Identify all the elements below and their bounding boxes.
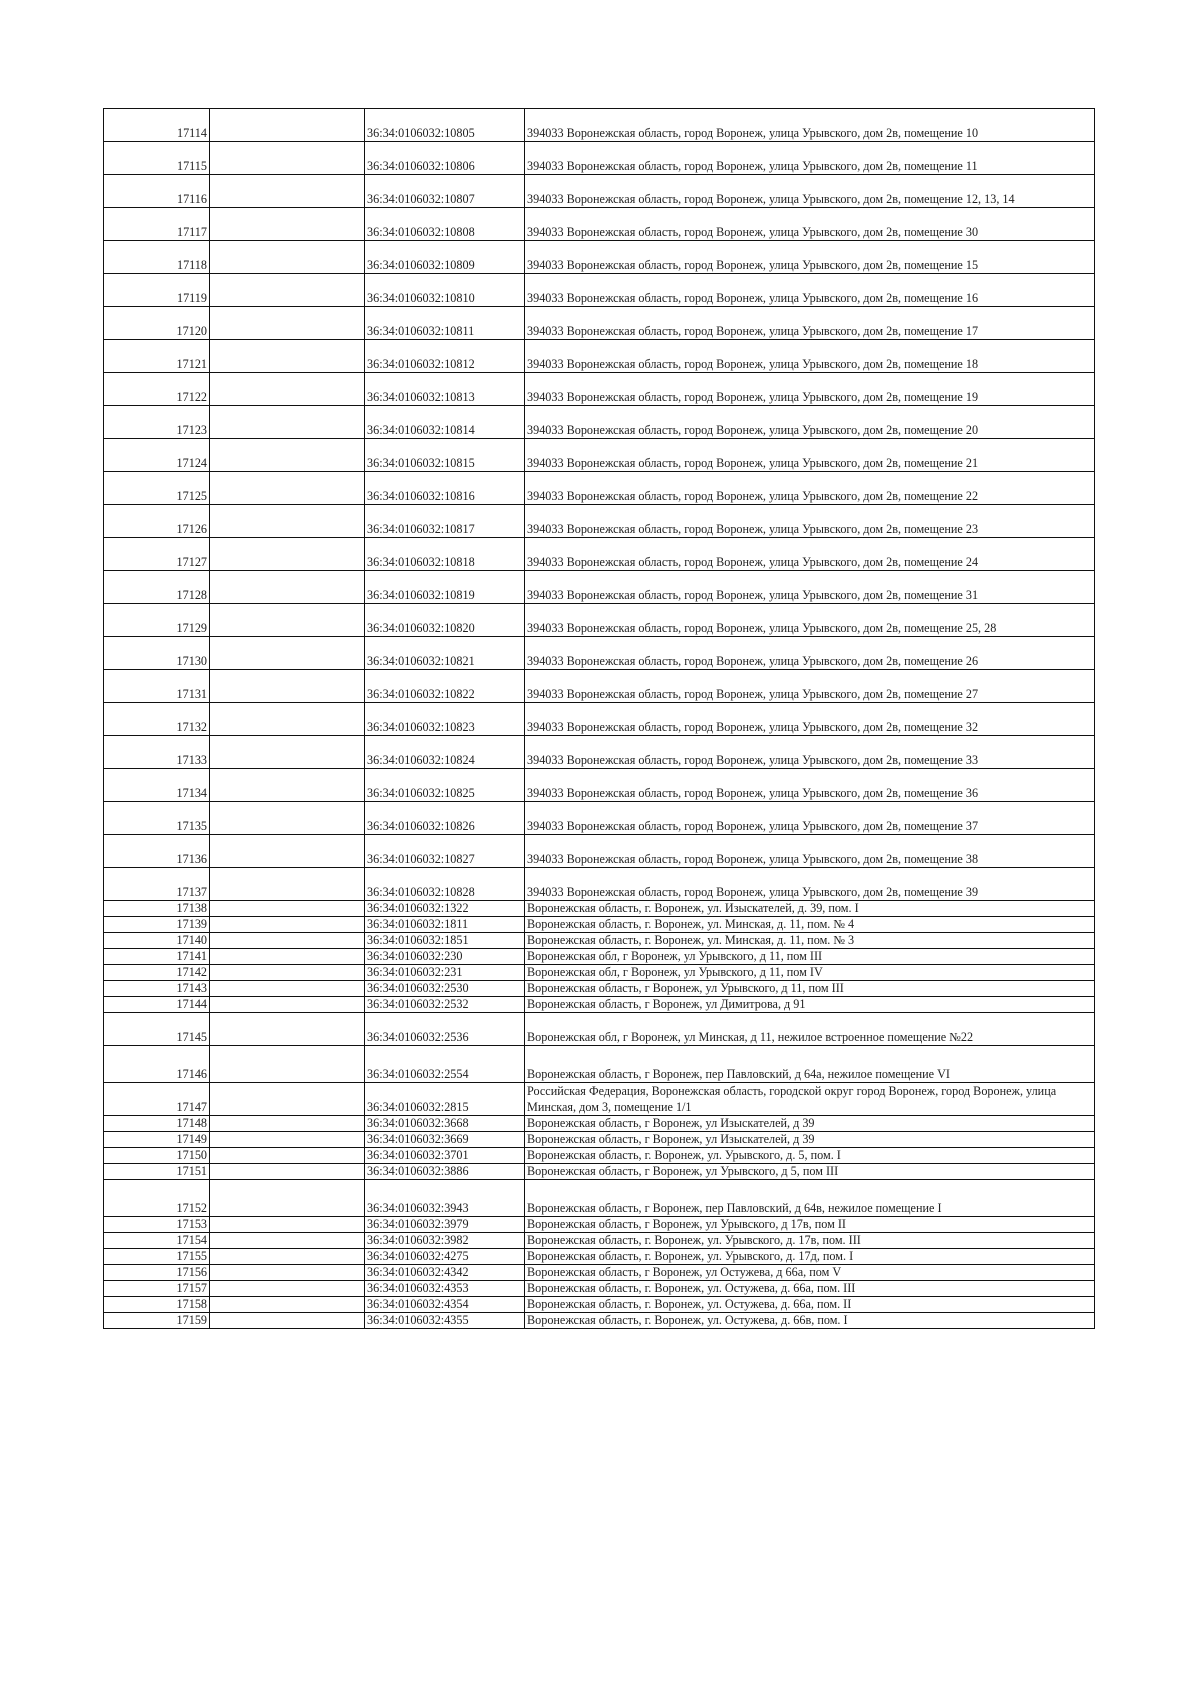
table-row [104,208,1095,241]
empty-cell [210,1083,365,1116]
cadastral-number-cell: 36:34:0106032:10812 [365,340,525,373]
table-row [104,1217,1095,1233]
table-row [104,917,1095,933]
cadastral-number-cell: 36:34:0106032:1811 [365,917,525,933]
empty-cell [210,981,365,997]
empty-cell [210,1233,365,1249]
address-cell: 394033 Воронежская область, город Воронеж, улица Урывского, дом 2в, помещение 38 [525,835,1095,868]
empty-cell [210,637,365,670]
address-cell: Воронежская обл, г Воронеж, ул Урывского, д 11, пом III [525,949,1095,965]
table-row [104,241,1095,274]
table-row [104,703,1095,736]
empty-cell [210,1297,365,1313]
cadastral-registry-table [103,108,1095,1329]
row-number-cell: 17142 [104,965,210,981]
address-cell: 394033 Воронежская область, город Воронеж, улица Урывского, дом 2в, помещение 37 [525,802,1095,835]
row-number-cell: 17125 [104,472,210,505]
address-cell: 394033 Воронежская область, город Воронеж, улица Урывского, дом 2в, помещение 24 [525,538,1095,571]
empty-cell [210,1132,365,1148]
table-row [104,933,1095,949]
row-number-cell: 17151 [104,1164,210,1180]
row-number-cell: 17123 [104,406,210,439]
row-number-cell: 17120 [104,307,210,340]
address-cell: 394033 Воронежская область, город Воронеж, улица Урывского, дом 2в, помещение 36 [525,769,1095,802]
table-row [104,109,1095,142]
empty-cell [210,965,365,981]
table-row [104,1116,1095,1132]
empty-cell [210,1217,365,1233]
row-number-cell: 17119 [104,274,210,307]
row-number-cell: 17129 [104,604,210,637]
row-number-cell: 17145 [104,1013,210,1046]
empty-cell [210,1265,365,1281]
cadastral-number-cell: 36:34:0106032:4342 [365,1265,525,1281]
cadastral-number-cell: 36:34:0106032:10811 [365,307,525,340]
table-row [104,307,1095,340]
table-row [104,981,1095,997]
address-cell: Воронежская область, г. Воронеж, ул. Остужева, д. 66в, пом. I [525,1313,1095,1329]
cadastral-number-cell: 36:34:0106032:10827 [365,835,525,868]
table-row [104,1013,1095,1046]
address-cell: Российская Федерация, Воронежская область, городской округ город Воронеж, город Воронеж, улица Минская, дом 3, помещение 1/1 [525,1083,1095,1116]
address-cell: Воронежская область, г Воронеж, ул Димитрова, д 91 [525,997,1095,1013]
empty-cell [210,373,365,406]
address-cell: Воронежская обл, г Воронеж, ул Минская, д 11, нежилое встроенное помещение №22 [525,1013,1095,1046]
cadastral-number-cell: 36:34:0106032:10813 [365,373,525,406]
empty-cell [210,142,365,175]
row-number-cell: 17144 [104,997,210,1013]
table-row [104,472,1095,505]
table-row [104,1313,1095,1329]
cadastral-number-cell: 36:34:0106032:3886 [365,1164,525,1180]
cadastral-number-cell: 36:34:0106032:10807 [365,175,525,208]
table-row [104,637,1095,670]
empty-cell [210,1116,365,1132]
address-cell: Воронежская область, г Воронеж, ул Урывского, д 17в, пом II [525,1217,1095,1233]
cadastral-number-cell: 36:34:0106032:4353 [365,1281,525,1297]
address-cell: 394033 Воронежская область, город Воронеж, улица Урывского, дом 2в, помещение 16 [525,274,1095,307]
cadastral-number-cell: 36:34:0106032:4355 [365,1313,525,1329]
table-row [104,406,1095,439]
table-row [104,1132,1095,1148]
row-number-cell: 17122 [104,373,210,406]
address-cell: Воронежская область, г Воронеж, ул Изыскателей, д 39 [525,1132,1095,1148]
cadastral-number-cell: 36:34:0106032:3979 [365,1217,525,1233]
table-row [104,175,1095,208]
cadastral-number-cell: 36:34:0106032:2532 [365,997,525,1013]
cadastral-number-cell: 36:34:0106032:2536 [365,1013,525,1046]
empty-cell [210,901,365,917]
row-number-cell: 17159 [104,1313,210,1329]
cadastral-number-cell: 36:34:0106032:3669 [365,1132,525,1148]
address-cell: 394033 Воронежская область, город Воронеж, улица Урывского, дом 2в, помещение 39 [525,868,1095,901]
row-number-cell: 17121 [104,340,210,373]
empty-cell [210,241,365,274]
empty-cell [210,933,365,949]
table-row [104,802,1095,835]
row-number-cell: 17143 [104,981,210,997]
empty-cell [210,439,365,472]
table-row [104,997,1095,1013]
empty-cell [210,1013,365,1046]
cadastral-number-cell: 36:34:0106032:10810 [365,274,525,307]
table-row [104,965,1095,981]
table-row [104,142,1095,175]
row-number-cell: 17158 [104,1297,210,1313]
row-number-cell: 17115 [104,142,210,175]
address-cell: Воронежская область, г Воронеж, ул Урывского, д 11, пом III [525,981,1095,997]
table-row [104,1297,1095,1313]
address-cell: Воронежская область, г. Воронеж, ул. Минская, д. 11, пом. № 3 [525,933,1095,949]
row-number-cell: 17127 [104,538,210,571]
cadastral-number-cell: 36:34:0106032:3943 [365,1180,525,1217]
empty-cell [210,769,365,802]
empty-cell [210,472,365,505]
row-number-cell: 17131 [104,670,210,703]
empty-cell [210,538,365,571]
address-cell: 394033 Воронежская область, город Воронеж, улица Урывского, дом 2в, помещение 18 [525,340,1095,373]
table-row [104,571,1095,604]
cadastral-number-cell: 36:34:0106032:10826 [365,802,525,835]
address-cell: 394033 Воронежская область, город Воронеж, улица Урывского, дом 2в, помещение 30 [525,208,1095,241]
address-cell: Воронежская область, г. Воронеж, ул. Урывского, д. 17д, пом. I [525,1249,1095,1265]
cadastral-number-cell: 36:34:0106032:10806 [365,142,525,175]
table-row [104,373,1095,406]
table-row [104,949,1095,965]
empty-cell [210,835,365,868]
empty-cell [210,949,365,965]
empty-cell [210,868,365,901]
cadastral-number-cell: 36:34:0106032:10822 [365,670,525,703]
table-row [104,505,1095,538]
address-cell: Воронежская область, г. Воронеж, ул. Урывского, д. 5, пом. I [525,1148,1095,1164]
address-cell: 394033 Воронежская область, город Воронеж, улица Урывского, дом 2в, помещение 20 [525,406,1095,439]
address-cell: Воронежская область, г Воронеж, ул Урывского, д 5, пом III [525,1164,1095,1180]
address-cell: Воронежская область, г. Воронеж, ул. Остужева, д. 66а, пом. II [525,1297,1095,1313]
empty-cell [210,307,365,340]
address-cell: 394033 Воронежская область, город Воронеж, улица Урывского, дом 2в, помещение 31 [525,571,1095,604]
empty-cell [210,109,365,142]
empty-cell [210,1046,365,1083]
table-row [104,538,1095,571]
cadastral-number-cell: 36:34:0106032:10818 [365,538,525,571]
row-number-cell: 17134 [104,769,210,802]
table-row [104,274,1095,307]
empty-cell [210,670,365,703]
cadastral-number-cell: 36:34:0106032:3982 [365,1233,525,1249]
empty-cell [210,406,365,439]
address-cell: Воронежская область, г Воронеж, пер Павловский, д 64а, нежилое помещение VI [525,1046,1095,1083]
registry-table-body [104,109,1095,1329]
address-cell: 394033 Воронежская область, город Воронеж, улица Урывского, дом 2в, помещение 19 [525,373,1095,406]
address-cell: 394033 Воронежская область, город Воронеж, улица Урывского, дом 2в, помещение 12, 13, 14 [525,175,1095,208]
cadastral-number-cell: 36:34:0106032:231 [365,965,525,981]
cadastral-number-cell: 36:34:0106032:2554 [365,1046,525,1083]
table-row [104,1180,1095,1217]
row-number-cell: 17157 [104,1281,210,1297]
address-cell: 394033 Воронежская область, город Воронеж, улица Урывского, дом 2в, помещение 33 [525,736,1095,769]
table-row [104,340,1095,373]
row-number-cell: 17116 [104,175,210,208]
empty-cell [210,997,365,1013]
row-number-cell: 17118 [104,241,210,274]
table-row [104,1164,1095,1180]
address-cell: 394033 Воронежская область, город Воронеж, улица Урывского, дом 2в, помещение 23 [525,505,1095,538]
address-cell: 394033 Воронежская область, город Воронеж, улица Урывского, дом 2в, помещение 10 [525,109,1095,142]
address-cell: Воронежская обл, г Воронеж, ул Урывского, д 11, пом IV [525,965,1095,981]
empty-cell [210,1164,365,1180]
row-number-cell: 17139 [104,917,210,933]
row-number-cell: 17141 [104,949,210,965]
cadastral-number-cell: 36:34:0106032:1851 [365,933,525,949]
table-row [104,835,1095,868]
row-number-cell: 17130 [104,637,210,670]
row-number-cell: 17138 [104,901,210,917]
row-number-cell: 17117 [104,208,210,241]
address-cell: Воронежская область, г. Воронеж, ул. Остужева, д. 66а, пом. III [525,1281,1095,1297]
table-row [104,868,1095,901]
address-cell: 394033 Воронежская область, город Воронеж, улица Урывского, дом 2в, помещение 25, 28 [525,604,1095,637]
row-number-cell: 17155 [104,1249,210,1265]
cadastral-number-cell: 36:34:0106032:10821 [365,637,525,670]
cadastral-number-cell: 36:34:0106032:1322 [365,901,525,917]
cadastral-number-cell: 36:34:0106032:10805 [365,109,525,142]
cadastral-number-cell: 36:34:0106032:10819 [365,571,525,604]
table-row [104,769,1095,802]
row-number-cell: 17135 [104,802,210,835]
row-number-cell: 17149 [104,1132,210,1148]
empty-cell [210,571,365,604]
empty-cell [210,1313,365,1329]
cadastral-number-cell: 36:34:0106032:10817 [365,505,525,538]
row-number-cell: 17136 [104,835,210,868]
address-cell: 394033 Воронежская область, город Воронеж, улица Урывского, дом 2в, помещение 17 [525,307,1095,340]
table-row [104,670,1095,703]
empty-cell [210,917,365,933]
empty-cell [210,703,365,736]
address-cell: 394033 Воронежская область, город Воронеж, улица Урывского, дом 2в, помещение 32 [525,703,1095,736]
cadastral-number-cell: 36:34:0106032:3668 [365,1116,525,1132]
empty-cell [210,175,365,208]
cadastral-number-cell: 36:34:0106032:10823 [365,703,525,736]
empty-cell [210,736,365,769]
address-cell: 394033 Воронежская область, город Воронеж, улица Урывского, дом 2в, помещение 27 [525,670,1095,703]
address-cell: 394033 Воронежская область, город Воронеж, улица Урывского, дом 2в, помещение 11 [525,142,1095,175]
table-row [104,1233,1095,1249]
cadastral-number-cell: 36:34:0106032:3701 [365,1148,525,1164]
row-number-cell: 17124 [104,439,210,472]
cadastral-number-cell: 36:34:0106032:10824 [365,736,525,769]
empty-cell [210,274,365,307]
table-row [104,1281,1095,1297]
address-cell: 394033 Воронежская область, город Воронеж, улица Урывского, дом 2в, помещение 21 [525,439,1095,472]
cadastral-number-cell: 36:34:0106032:2815 [365,1083,525,1116]
row-number-cell: 17147 [104,1083,210,1116]
row-number-cell: 17152 [104,1180,210,1217]
cadastral-number-cell: 36:34:0106032:10816 [365,472,525,505]
cadastral-number-cell: 36:34:0106032:10814 [365,406,525,439]
address-cell: 394033 Воронежская область, город Воронеж, улица Урывского, дом 2в, помещение 22 [525,472,1095,505]
cadastral-number-cell: 36:34:0106032:4275 [365,1249,525,1265]
address-cell: Воронежская область, г Воронеж, ул Остужева, д 66а, пом V [525,1265,1095,1281]
address-cell: Воронежская область, г. Воронеж, ул. Изыскателей, д. 39, пом. I [525,901,1095,917]
cadastral-number-cell: 36:34:0106032:10808 [365,208,525,241]
table-row [104,901,1095,917]
table-row [104,1046,1095,1083]
address-cell: 394033 Воронежская область, город Воронеж, улица Урывского, дом 2в, помещение 26 [525,637,1095,670]
address-cell: Воронежская область, г. Воронеж, ул. Урывского, д. 17в, пом. III [525,1233,1095,1249]
empty-cell [210,505,365,538]
table-row [104,736,1095,769]
address-cell: 394033 Воронежская область, город Воронеж, улица Урывского, дом 2в, помещение 15 [525,241,1095,274]
cadastral-number-cell: 36:34:0106032:4354 [365,1297,525,1313]
empty-cell [210,1249,365,1265]
empty-cell [210,340,365,373]
table-row [104,1148,1095,1164]
cadastral-number-cell: 36:34:0106032:10825 [365,769,525,802]
table-row [104,439,1095,472]
row-number-cell: 17154 [104,1233,210,1249]
empty-cell [210,802,365,835]
row-number-cell: 17133 [104,736,210,769]
empty-cell [210,1148,365,1164]
empty-cell [210,1281,365,1297]
address-cell: Воронежская область, г Воронеж, пер Павловский, д 64в, нежилое помещение I [525,1180,1095,1217]
row-number-cell: 17150 [104,1148,210,1164]
table-row [104,1249,1095,1265]
cadastral-number-cell: 36:34:0106032:2530 [365,981,525,997]
cadastral-number-cell: 36:34:0106032:230 [365,949,525,965]
row-number-cell: 17140 [104,933,210,949]
address-cell: Воронежская область, г. Воронеж, ул. Минская, д. 11, пом. № 4 [525,917,1095,933]
table-row [104,1265,1095,1281]
cadastral-number-cell: 36:34:0106032:10809 [365,241,525,274]
row-number-cell: 17132 [104,703,210,736]
row-number-cell: 17126 [104,505,210,538]
row-number-cell: 17137 [104,868,210,901]
empty-cell [210,604,365,637]
empty-cell [210,1180,365,1217]
cadastral-number-cell: 36:34:0106032:10828 [365,868,525,901]
table-row [104,1083,1095,1116]
address-cell: Воронежская область, г Воронеж, ул Изыскателей, д 39 [525,1116,1095,1132]
cadastral-number-cell: 36:34:0106032:10815 [365,439,525,472]
row-number-cell: 17128 [104,571,210,604]
row-number-cell: 17114 [104,109,210,142]
cadastral-number-cell: 36:34:0106032:10820 [365,604,525,637]
row-number-cell: 17148 [104,1116,210,1132]
table-row [104,604,1095,637]
empty-cell [210,208,365,241]
row-number-cell: 17146 [104,1046,210,1083]
row-number-cell: 17153 [104,1217,210,1233]
row-number-cell: 17156 [104,1265,210,1281]
